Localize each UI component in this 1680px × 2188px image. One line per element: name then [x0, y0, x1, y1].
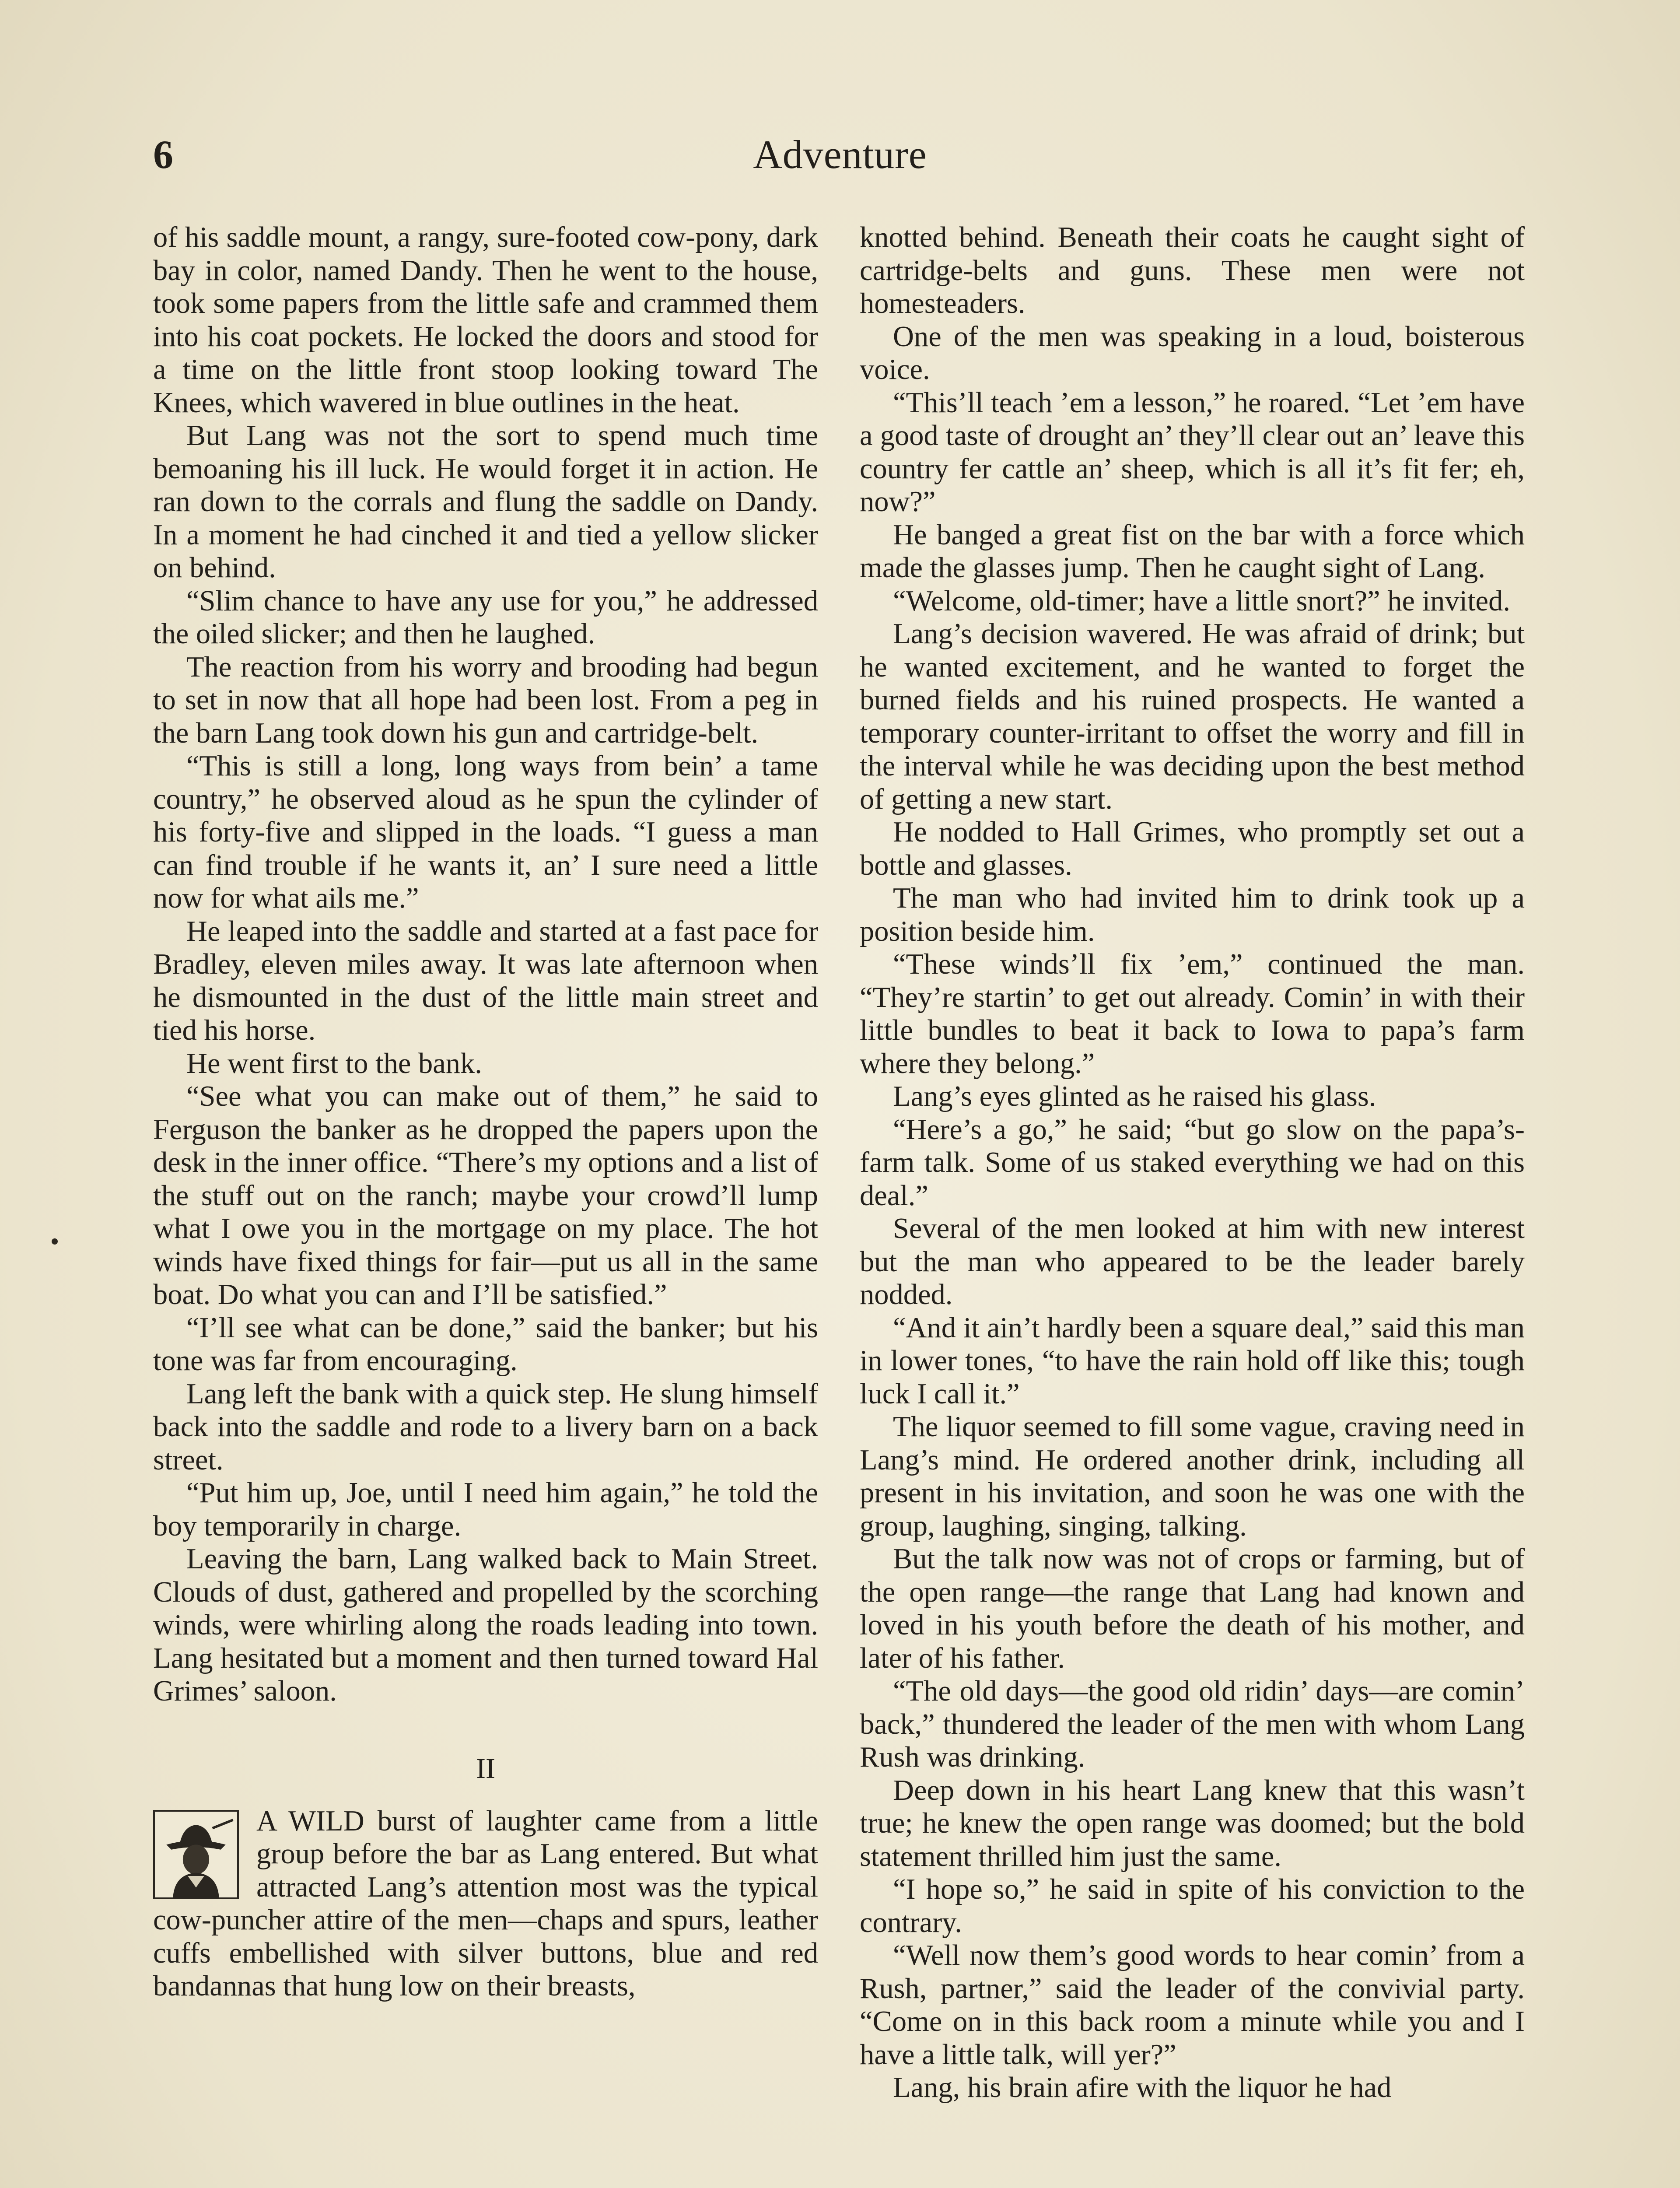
section-number: II: [476, 1752, 495, 1785]
paragraph: “This’ll teach ’em a lesson,” he roared. “Let ’em have a good taste of drought an’ they’ll clear out an’ leave this country fer cattle an’ sheep, which is all it’s fit fer; eh, now?”: [860, 386, 1525, 518]
paragraph: Leaving the barn, Lang walked back to Main Street. Clouds of dust, gathered and propelled by the scorching winds, were whirling along the roads leading into town. Lang hesitated but a moment and then turned toward Hal Grimes’ saloon.: [153, 1543, 818, 1707]
left-column-paragraphs: [153, 221, 818, 1708]
paragraph: Several of the men looked at him with new interest but the man who appeared to be the leader barely nodded.: [860, 1213, 1525, 1311]
margin-speck: [52, 1238, 58, 1245]
paragraph: “Well now them’s good words to hear comin’ from a Rush, partner,” said the leader of the convivial party. “Come on in this back room a minute while you and I have a little talk, will yer?”: [860, 1939, 1525, 2071]
page-header: [153, 131, 1527, 184]
right-column-paragraphs: [860, 221, 1525, 2104]
paragraph: “I’ll see what can be done,” said the banker; but his tone was far from encouraging.: [153, 1311, 818, 1377]
paragraph: He leaped into the saddle and started at a fast pace for Bradley, eleven miles away. It was late afternoon when he dismounted in the dust of the little main street and tied his horse.: [153, 915, 818, 1046]
paragraph: “Slim chance to have any use for you,” he addressed the oiled slicker; and then he laughed.: [153, 585, 818, 650]
paragraph: “Welcome, old-timer; have a little snort?” he invited.: [893, 585, 1510, 617]
paragraph: He banged a great fist on the bar with a force which made the glasses jump. Then he caught sight of Lang.: [860, 519, 1525, 584]
paragraph: “Put him up, Joe, until I need him again,” he told the boy temporarily in charge.: [153, 1477, 818, 1542]
paragraph: But Lang was not the sort to spend much time bemoaning his ill luck. He would forget it in action. He ran down to the corrals and flung the saddle on Dandy. In a moment he had cinched it and tied a yellow slicker on behind.: [153, 420, 818, 584]
paragraph: “I hope so,” he said in spite of his conviction to the contrary.: [860, 1873, 1525, 1939]
paragraph: The man who had invited him to drink took up a position beside him.: [860, 882, 1525, 947]
paragraph: Lang’s decision wavered. He was afraid of drink; but he wanted excitement, and he wanted to forget the burned fields and his ruined prospects. He wanted a temporary counter-irritant to offset the worry and fill in the interval while he was deciding upon the best method of getting a new start.: [860, 618, 1525, 815]
dropcap-paragraph: [153, 1805, 818, 2003]
paragraph: of his saddle mount, a rangy, sure-footed cow-pony, dark bay in color, named Dandy. Then he went to the house, took some papers from the little safe and crammed them into his coat pockets. He locked the doors and stood for a time on the little front stoop looking toward The Knees, which wavered in blue outlines in the heat.: [153, 221, 818, 419]
paragraph: But the talk now was not of crops or farming, but of the open range—the range that Lang had known and loved in his youth before the death of his mother, and later of his father.: [860, 1543, 1525, 1674]
paragraph: Lang left the bank with a quick step. He slung himself back into the saddle and rode to a livery barn on a back street.: [153, 1378, 818, 1476]
paragraph: “And it ain’t hardly been a square deal,” said this man in lower tones, “to have the rain hold off like this; tough luck I call it.”: [860, 1311, 1525, 1410]
left-column: [153, 221, 818, 2003]
paragraph: The liquor seemed to fill some vague, craving need in Lang’s mind. He ordered another drink, including all present in his invitation, and soon he was one with the group, laughing, singing, talking.: [860, 1411, 1525, 1542]
cowboy-vignette-icon: [153, 1810, 239, 1899]
paragraph: Lang, his brain afire with the liquor he had: [893, 2072, 1392, 2104]
paragraph: The reaction from his worry and brooding had begun to set in now that all hope had been lost. From a peg in the barn Lang took down his gun and cartridge-belt.: [153, 651, 818, 749]
right-column: [860, 221, 1525, 2104]
paragraph: Lang’s eyes glinted as he raised his glass.: [893, 1080, 1376, 1112]
paragraph: He nodded to Hall Grimes, who promptly set out a bottle and glasses.: [860, 816, 1525, 881]
running-head: Adventure: [753, 132, 927, 177]
paragraph: “The old days—the good old ridin’ days—are comin’ back,” thundered the leader of the men with whom Lang Rush was drinking.: [860, 1675, 1525, 1773]
paragraph: He went first to the bank.: [186, 1047, 482, 1080]
paragraph: One of the men was speaking in a loud, boisterous voice.: [860, 320, 1525, 386]
paragraph: “See what you can make out of them,” he said to Ferguson the banker as he dropped the papers upon the desk in the inner office. “There’s my options and a list of the stuff out on the ranch; maybe your crowd’ll lump what I owe you in the mortgage on my place. The hot winds have fixed things for fair—put us all in the same boat. Do what you can and I’ll be satisfied.”: [153, 1080, 818, 1311]
paragraph: “These winds’ll fix ’em,” continued the man. “They’re startin’ to get out already. Comin’ in with their little bundles to beat it back to Iowa to papa’s farm where they belong.”: [860, 948, 1525, 1080]
paragraph: “Here’s a go,” he said; “but go slow on the papa’s-farm talk. Some of us staked everything we had on this deal.”: [860, 1113, 1525, 1212]
paragraph: Deep down in his heart Lang knew that this wasn’t true; he knew the open range was doomed; but the bold statement thrilled him just the same.: [860, 1774, 1525, 1872]
paragraph: knotted behind. Beneath their coats he caught sight of cartridge-belts and guns. These men were not homesteaders.: [860, 221, 1525, 319]
dropcap-text: A WILD burst of laughter came from a little group before the bar as Lang entered. But what attracted Lang’s attention most was the typical cow-puncher attire of the men—chaps and spurs, leather cuffs embellished with silver buttons, blue and red bandannas that hung low on their breasts,: [153, 1805, 818, 2002]
page-number: 6: [153, 132, 173, 177]
paragraph: “This is still a long, long ways from bein’ a tame country,” he observed aloud as he spun the cylinder of his forty-five and slipped in the loads. “I guess a man can find trouble if he wants it, an’ I sure need a little now for what ails me.”: [153, 750, 818, 914]
